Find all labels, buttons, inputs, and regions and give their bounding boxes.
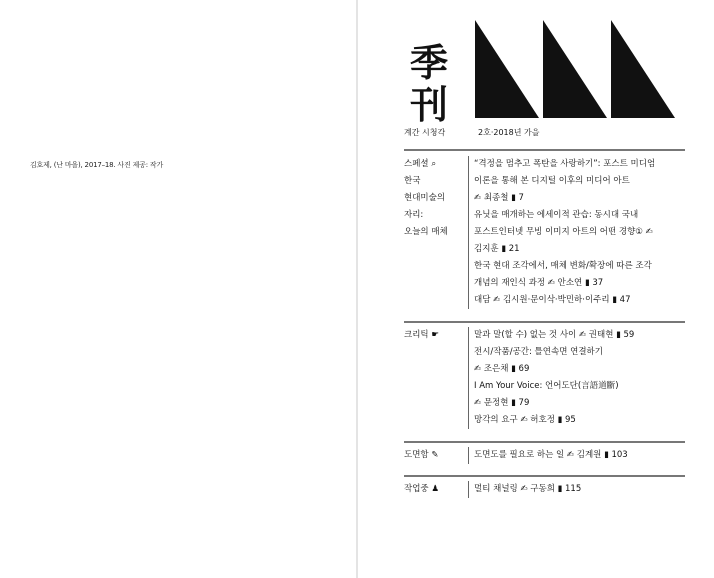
toc-entry[interactable] xyxy=(468,344,689,378)
section-label-line: 스페셜 ⌕ xyxy=(404,159,437,169)
entry-line: 도면도를 필요로 하는 일 ✍ 김계원 ▮ 103 xyxy=(474,450,628,460)
section-label-line: 오늘의 매체 xyxy=(404,227,448,237)
toc-entry[interactable] xyxy=(468,207,689,258)
logo-char-1: 季 xyxy=(410,40,449,85)
section-label-line: 자리: xyxy=(404,210,424,220)
toc-entry[interactable] xyxy=(468,258,689,292)
toc-entry[interactable] xyxy=(468,327,689,344)
entry-line: 한국 현대 조각에서, 매체 변화/확장에 따른 조각 xyxy=(474,261,652,271)
entry-line: ✍ 문정현 ▮ 79 xyxy=(474,398,530,408)
photo-caption: 김호제, (난 마을), 2017–18. 사진 제공: 작가 xyxy=(30,161,164,169)
logo-char-2: 刊 xyxy=(410,82,449,127)
section-label xyxy=(404,327,466,344)
entry-line: 말과 말(할 수) 없는 것 사이 ✍ 권태현 ▮ 59 xyxy=(474,330,635,340)
section-label-line: 작업중 ♟ xyxy=(404,484,439,494)
section-divider xyxy=(404,475,685,477)
section-divider xyxy=(404,149,685,151)
section-label xyxy=(404,481,466,498)
entry-line: 대담 ✍ 김시원·문이삭·박민하·이주리 ▮ 47 xyxy=(474,295,631,305)
right-page xyxy=(358,0,714,578)
entry-line: ✍ 최종철 ▮ 7 xyxy=(474,193,524,203)
toc-entry[interactable] xyxy=(468,447,689,464)
magazine-name: 계간 시청각 xyxy=(404,128,446,137)
entry-line: 망각의 요구 ✍ 허호정 ▮ 95 xyxy=(474,415,576,425)
section-label-line: 도면함 ✎ xyxy=(404,450,439,460)
entry-line: ✍ 조은채 ▮ 69 xyxy=(474,364,530,374)
toc-entry[interactable] xyxy=(468,378,689,412)
entry-line: 개념의 재인식 과정 ✍ 안소연 ▮ 37 xyxy=(474,278,604,288)
entry-line: 유닛을 매개하는 에세이적 관습: 동시대 국내 xyxy=(474,210,639,220)
section-label xyxy=(404,447,466,464)
entry-line: 이론을 통해 본 디지털 이후의 미디어 아트 xyxy=(474,176,630,186)
entry-line: I Am Your Voice: 언어도단(言語道斷) xyxy=(474,381,619,391)
entry-line: 포스트인터넷 무빙 이미지 아트의 어떤 경향① ✍ xyxy=(474,227,653,237)
section-label-line: 한국 xyxy=(404,176,421,186)
section-entries xyxy=(468,481,689,498)
entry-line: 전시/작품/공간: 틀연속면 연결하기 xyxy=(474,347,603,357)
section-label-line: 크리틱 ☛ xyxy=(404,330,439,340)
section-entries xyxy=(468,327,689,429)
logo-triangle-1 xyxy=(475,20,539,118)
section-label xyxy=(404,156,466,241)
logo-triangles xyxy=(475,20,680,120)
section-divider xyxy=(404,441,685,443)
section-label-line: 현대미술의 xyxy=(404,193,446,203)
section-entries xyxy=(468,156,689,309)
toc-entry[interactable] xyxy=(468,481,689,498)
logo-triangle-2 xyxy=(543,20,607,118)
toc-entry[interactable] xyxy=(468,156,689,207)
toc-entry[interactable] xyxy=(468,292,689,309)
entry-line: 김지훈 ▮ 21 xyxy=(474,244,520,254)
section-divider xyxy=(404,321,685,323)
section-entries xyxy=(468,447,689,464)
left-page xyxy=(0,0,356,578)
toc-entry[interactable] xyxy=(468,412,689,429)
issue-info: 2호·2018년 가을 xyxy=(478,128,540,137)
logo-triangle-3 xyxy=(611,20,675,118)
entry-line: 멀티 채널링 ✍ 구동희 ▮ 115 xyxy=(474,484,582,494)
entry-line: “격정을 멈추고 폭탄을 사랑하기”: 포스트 미디엄 xyxy=(474,159,656,169)
